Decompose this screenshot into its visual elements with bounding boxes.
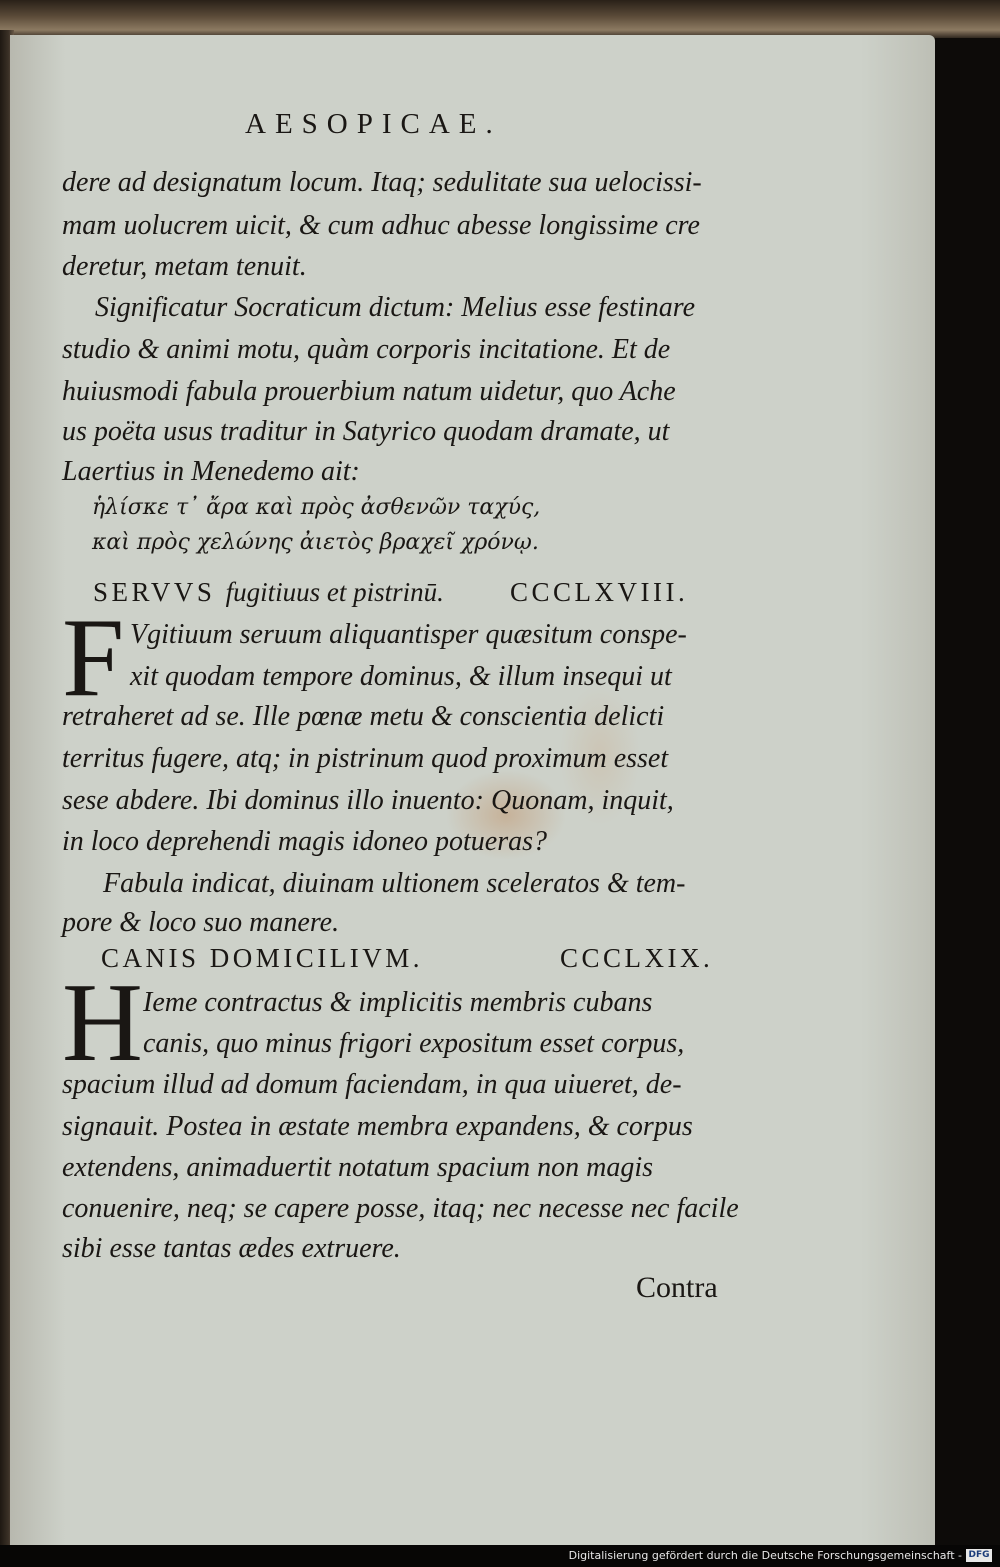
fable-title-caps: SERVVS bbox=[93, 577, 216, 607]
text-line: spacium illud ad domum faciendam, in qua uiueret, de- bbox=[62, 1069, 682, 1100]
fable-number: CCCLXIX. bbox=[560, 943, 714, 973]
text-line: mam uolucrem uicit, & cum adhuc abesse longissime cre bbox=[62, 210, 700, 241]
text-line: signauit. Postea in æstate membra expandens, & corpus bbox=[62, 1111, 693, 1142]
text-line: conuenire, neq; se capere posse, itaq; nec necesse nec facile bbox=[62, 1193, 739, 1224]
text-line: studio & animi motu, quàm corporis incitatione. Et de bbox=[62, 334, 671, 365]
text-line: sibi esse tantas ædes extruere. bbox=[62, 1233, 401, 1264]
text-line: Laertius in Menedemo ait: bbox=[62, 456, 360, 487]
text-line: deretur, metam tenuit. bbox=[62, 251, 307, 282]
running-head: AESOPICAE. bbox=[245, 108, 502, 140]
text-line: territus fugere, atq; in pistrinum quod proximum esset bbox=[62, 743, 669, 774]
funding-credit: Digitalisierung gefördert durch die Deutsche Forschungsgemeinschaft - bbox=[568, 1549, 962, 1562]
text-line: Fabula indicat, diuinam ultionem sceleratos & tem- bbox=[103, 868, 686, 899]
text-line: us poëta usus traditur in Satyrico quodam dramate, ut bbox=[62, 416, 670, 447]
book-top-edge bbox=[0, 0, 1000, 40]
greek-verse-line: ἡλίσκε τ᾽ ἄρα καὶ πρὸς ἀσθενῶν ταχύς, bbox=[92, 495, 541, 520]
text-line: pore & loco suo manere. bbox=[62, 907, 340, 938]
drop-cap-initial: F bbox=[62, 596, 125, 720]
text-line: sese abdere. Ibi dominus illo inuento: Quonam, inquit, bbox=[62, 785, 674, 816]
text-line: retraheret ad se. Ille pœnæ metu & conscientia delicti bbox=[62, 701, 665, 732]
scan-background bbox=[935, 38, 1000, 1548]
fable-number: CCCLXVIII. bbox=[510, 577, 689, 607]
text-line: Ieme contractus & implicitis membris cubans bbox=[143, 987, 653, 1018]
text-line: dere ad designatum locum. Itaq; sedulitate sua uelocissi- bbox=[62, 167, 702, 198]
text-line: canis, quo minus frigori expositum esset corpus, bbox=[143, 1028, 685, 1059]
text-line: huiusmodi fabula prouerbium natum uidetur, quo Ache bbox=[62, 376, 676, 407]
greek-verse-line: καὶ πρὸς χελώνης ἀιετὸς βραχεῖ χρόνῳ. bbox=[92, 530, 539, 555]
drop-cap-initial: H bbox=[62, 961, 143, 1085]
text-line: xit quodam tempore dominus, & illum insequi ut bbox=[130, 661, 672, 692]
dfg-logo: DFG bbox=[966, 1549, 992, 1562]
text-line: extendens, animaduertit notatum spacium non magis bbox=[62, 1152, 654, 1183]
fable-title-italic: fugitiuus et pistrinū. bbox=[225, 577, 444, 607]
fable-title: CANIS DOMICILIVM. bbox=[101, 943, 423, 973]
fable-title bbox=[93, 577, 444, 608]
catchword: Contra bbox=[636, 1271, 718, 1304]
text-line: in loco deprehendi magis idoneo potueras? bbox=[62, 826, 548, 857]
text-line: Vgitiuum seruum aliquantisper quæsitum conspe- bbox=[130, 619, 687, 650]
text-line: Significatur Socraticum dictum: Melius esse festinare bbox=[95, 292, 696, 323]
